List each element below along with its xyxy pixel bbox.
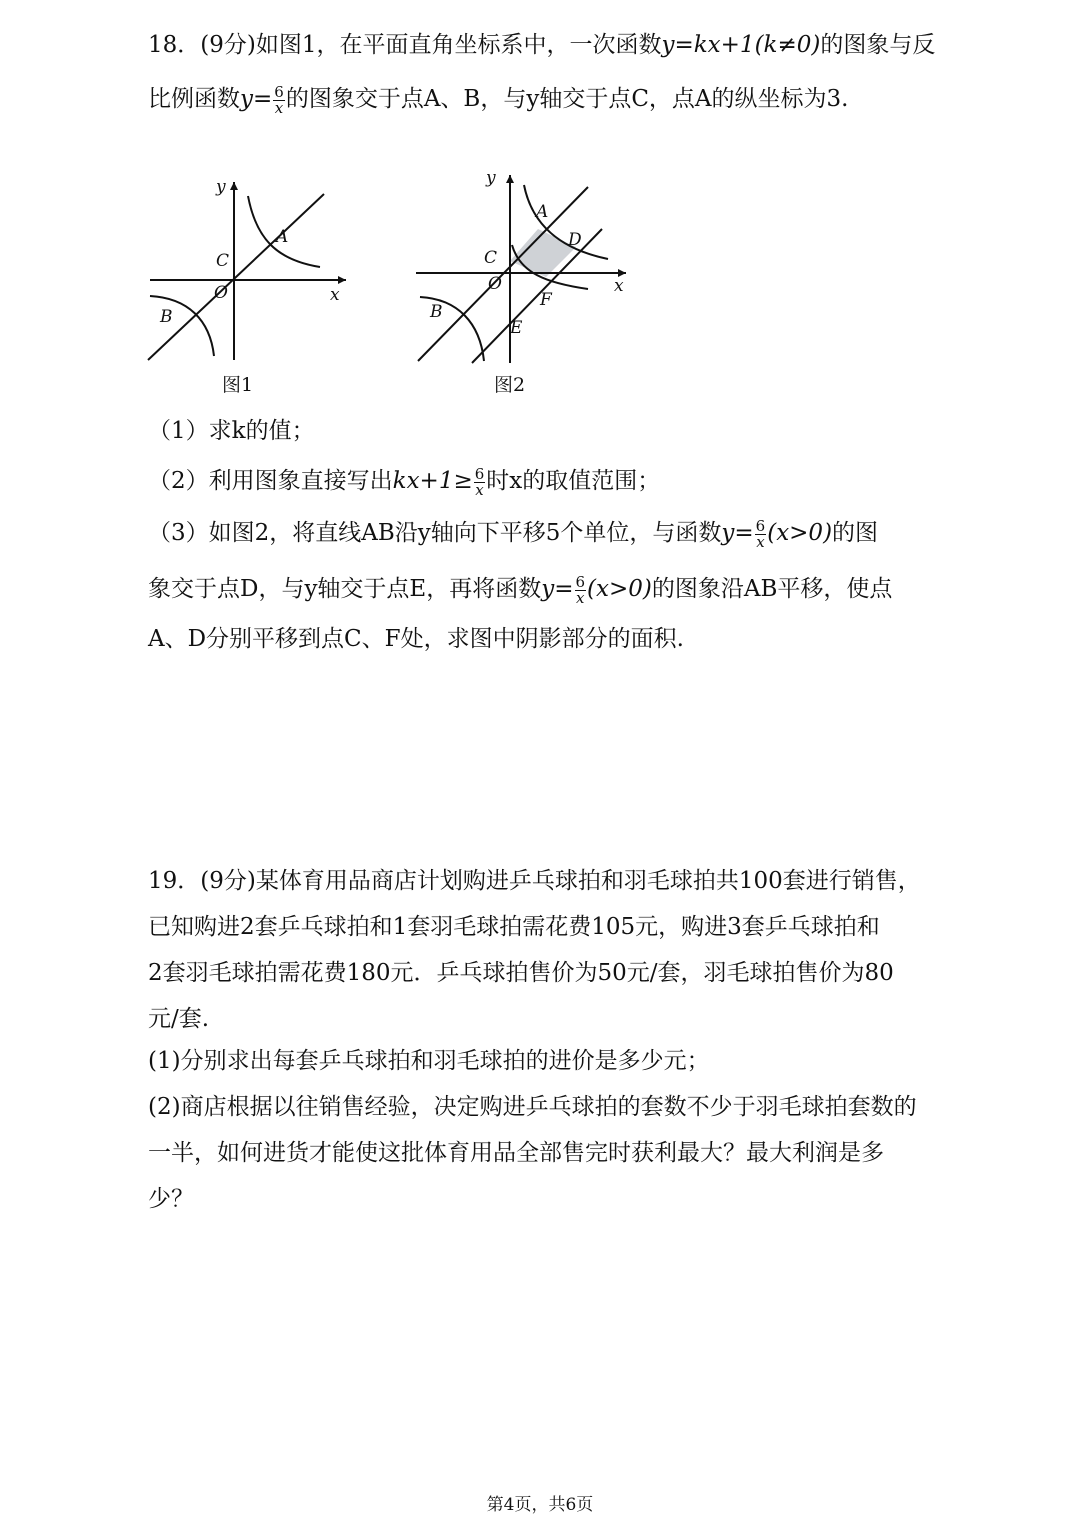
q18-sub3-cond: (x>0) <box>767 520 833 546</box>
q18-sub3-l2-cond: (x>0) <box>587 576 652 602</box>
q19-sub1: (1)分别求出每套乒乓球拍和羽毛球拍的进价是多少元； <box>148 1048 710 1074</box>
q18-head: 18．(9分)如图1，在平面直角坐标系中，一次函数 <box>148 32 662 58</box>
q18-line-expr: y=kx+1(k≠0) <box>661 32 821 58</box>
q19-sub2-line1: (2)商店根据以往销售经验，决定购进乒乓球拍的套数不少于羽毛球拍套数的 <box>148 1094 917 1120</box>
q18-sub3-y: y= <box>721 520 754 546</box>
q18-sub2-expr: kx+1≥ <box>392 468 473 494</box>
fig2-label-e: E <box>510 318 523 338</box>
q18-sub3-line3: A、D分别平移到点C、F处，求图中阴影部分的面积. <box>148 626 684 652</box>
q18-sub3-l2-y: y= <box>541 576 574 602</box>
fig1-label-a: A <box>276 227 289 247</box>
figure-2 <box>412 165 632 365</box>
q18-line1 <box>148 30 935 60</box>
fig1-label-x: x <box>330 285 340 305</box>
q18-line2 <box>148 84 848 116</box>
q19-line1: 19．(9分)某体育用品商店计划购进乒乓球拍和羽毛球拍共100套进行销售， <box>148 868 921 894</box>
figure-1-caption: 图1 <box>222 374 254 396</box>
fig2-shaded-region <box>510 229 576 277</box>
page-footer: 第4页，共6页 <box>486 1495 594 1515</box>
fraction-6-over-x <box>755 516 767 551</box>
q18-sub2 <box>148 466 660 498</box>
fraction-6-over-x <box>273 82 285 117</box>
q19-line4: 元/套. <box>148 1006 210 1032</box>
figure-1 <box>148 172 348 362</box>
q18-sub3-line2 <box>148 574 892 606</box>
fig2-label-b: B <box>430 302 443 322</box>
frac-den: x <box>756 532 765 551</box>
q18-head-tail: 的图象与反 <box>820 32 936 58</box>
q18-l2-a: 比例函数 <box>148 86 240 112</box>
frac-num: 6 <box>575 572 586 591</box>
frac-den: x <box>274 98 284 117</box>
frac-num: 6 <box>755 516 766 535</box>
fig2-label-o: O <box>488 274 502 294</box>
frac-den: x <box>475 480 484 499</box>
frac-den: x <box>576 588 585 607</box>
q18-sub2-b: 时x的取值范围； <box>486 468 661 494</box>
q19-sub2-line2: 一半，如何进货才能使这批体育用品全部售完时获利最大？最大利润是多 <box>148 1140 884 1166</box>
frac-num: 6 <box>274 82 284 101</box>
fig2-label-y: y <box>486 168 496 188</box>
q18-l2-y: y= <box>240 86 273 112</box>
fig1-label-o: O <box>214 283 228 303</box>
fig2-label-a: A <box>536 202 549 222</box>
q19-sub2-line3: 少？ <box>148 1186 194 1212</box>
q18-l2-b: 的图象交于点A、B，与y轴交于点C，点A的纵坐标为3. <box>285 86 849 112</box>
fig1-line-ab <box>148 194 324 360</box>
q18-sub3-l2-b: 的图象沿AB平移，使点 <box>651 576 893 602</box>
fig2-label-f: F <box>540 290 552 310</box>
fraction-6-over-x <box>575 572 587 607</box>
q18-sub3-l2-a: 象交于点D，与y轴交于点E，再将函数 <box>148 576 542 602</box>
fig2-label-x: x <box>614 276 624 296</box>
fig1-label-c: C <box>216 251 230 271</box>
q18-sub3-b: 的图 <box>832 520 879 546</box>
fig2-label-d: D <box>568 230 582 250</box>
q18-sub1: （1）求k的值； <box>148 418 315 444</box>
q19-line3: 2套羽毛球拍需花费180元．乒乓球拍售价为50元/套，羽毛球拍售价为80 <box>148 960 894 986</box>
fig1-label-b: B <box>160 307 173 327</box>
fig2-label-c: C <box>484 248 498 268</box>
frac-num: 6 <box>474 464 485 483</box>
q19-line2: 已知购进2套乒乓球拍和1套羽毛球拍需花费105元，购进3套乒乓球拍和 <box>148 914 880 940</box>
q18-sub3-a: （3）如图2，将直线AB沿y轴向下平移5个单位，与函数 <box>148 520 722 546</box>
fig1-label-y: y <box>216 177 226 197</box>
figure-2-caption: 图2 <box>494 374 526 396</box>
q18-sub2-a: （2）利用图象直接写出 <box>148 468 393 494</box>
q18-sub3-line1 <box>148 518 878 550</box>
fraction-6-over-x <box>474 464 486 499</box>
